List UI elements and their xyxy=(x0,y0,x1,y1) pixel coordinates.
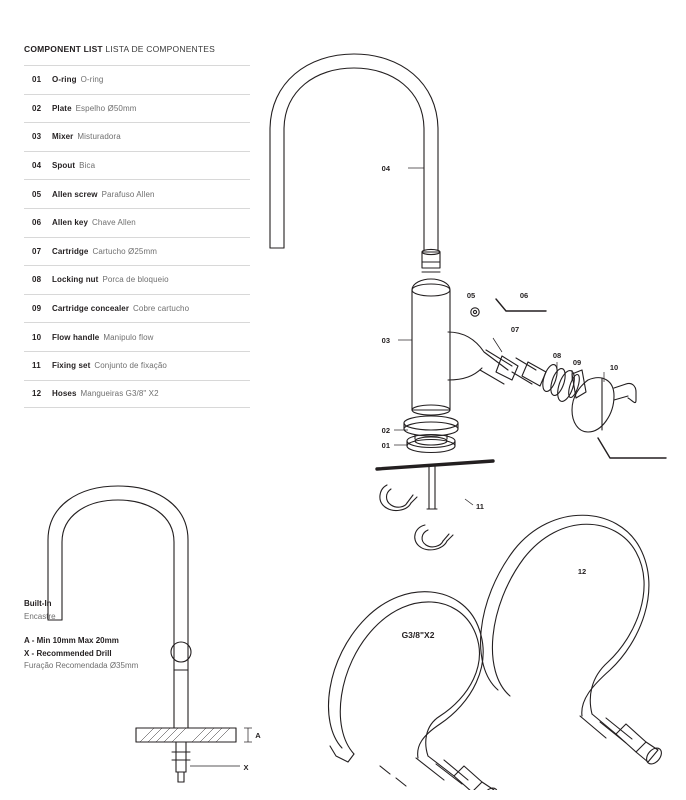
component-row xyxy=(24,122,250,151)
component-row xyxy=(24,94,250,123)
component-row xyxy=(24,351,250,380)
builtin-title-en: Built-In xyxy=(24,599,52,608)
callout-11: 11 xyxy=(476,502,484,511)
component-name-en: Plate xyxy=(52,103,72,113)
component-number: 08 xyxy=(32,275,42,285)
builtin-line-x-pt: Furação Recomendada Ø35mm xyxy=(24,661,139,670)
component-name-en: Cartridge xyxy=(52,246,89,256)
callout-03: 03 xyxy=(381,336,390,345)
component-row xyxy=(24,322,250,351)
component-name-en: Flow handle xyxy=(52,332,100,342)
component-row xyxy=(24,179,250,208)
builtin-line-x-en: X - Recommended Drill xyxy=(24,648,112,658)
component-number: 10 xyxy=(32,332,42,342)
component-name-en: Mixer xyxy=(52,132,74,142)
callout-05: 05 xyxy=(466,291,476,300)
component-name-pt: Porca de bloqueio xyxy=(102,275,169,285)
component-row xyxy=(24,65,250,94)
callout-02: 02 xyxy=(381,426,390,435)
exploded-faucet-drawing xyxy=(250,40,686,460)
component-name-pt: O-ring xyxy=(80,75,104,85)
dimension-a-label: A xyxy=(255,731,261,740)
component-name-en: Cartridge concealer xyxy=(52,304,130,314)
callout-04: 04 xyxy=(381,164,390,173)
component-row xyxy=(24,294,250,323)
component-row xyxy=(24,151,250,180)
component-number: 12 xyxy=(32,389,42,399)
component-number: 04 xyxy=(32,161,42,171)
component-number: 05 xyxy=(32,189,42,199)
builtin-title-pt: Encastre xyxy=(24,611,56,621)
component-list xyxy=(24,44,250,408)
component-name-pt: Conjunto de fixação xyxy=(94,361,167,371)
callout-08: 08 xyxy=(552,351,562,360)
component-name-en: Hoses xyxy=(52,389,77,399)
callout-10: 10 xyxy=(609,363,619,372)
callout-09: 09 xyxy=(572,358,582,367)
hose-size-label: G3/8"X2 xyxy=(401,630,435,640)
component-row xyxy=(24,380,250,409)
component-row xyxy=(24,237,250,266)
component-number: 06 xyxy=(32,218,42,228)
dimension-x-label: X xyxy=(243,763,249,772)
component-number: 11 xyxy=(32,361,41,371)
component-name-pt: Misturadora xyxy=(77,132,121,142)
component-name-en: Fixing set xyxy=(52,361,91,371)
callout-01: 01 xyxy=(381,441,390,450)
component-list-title xyxy=(24,44,250,54)
component-number: 09 xyxy=(32,304,42,314)
component-name-pt: Parafuso Allen xyxy=(101,189,155,199)
component-number: 02 xyxy=(32,103,42,113)
component-name-en: Allen key xyxy=(52,218,89,228)
component-name-pt: Chave Allen xyxy=(92,218,136,228)
builtin-line-a: A - Min 10mm Max 20mm xyxy=(24,636,119,645)
component-name-en: O-ring xyxy=(52,75,77,85)
hoses-drawing xyxy=(310,490,686,790)
callout-06: 06 xyxy=(519,291,529,300)
component-name-en: Locking nut xyxy=(52,275,99,285)
component-list-title-en: COMPONENT LIST xyxy=(24,44,103,54)
callout-12: 12 xyxy=(577,567,587,576)
component-name-pt: Cobre cartucho xyxy=(133,304,190,314)
component-name-en: Spout xyxy=(52,161,76,171)
component-name-en: Allen screw xyxy=(52,189,98,199)
component-name-pt: Mangueiras G3/8" X2 xyxy=(80,389,159,399)
builtin-faucet-drawing xyxy=(30,480,280,790)
component-number: 07 xyxy=(32,246,42,256)
callout-07: 07 xyxy=(510,325,520,334)
component-number: 03 xyxy=(32,132,42,142)
component-name-pt: Cartucho Ø25mm xyxy=(92,246,158,256)
component-row xyxy=(24,265,250,294)
component-name-pt: Manipulo flow xyxy=(103,332,154,342)
component-list-title-pt: LISTA DE COMPONENTES xyxy=(105,44,216,54)
component-name-pt: Bica xyxy=(79,161,96,171)
component-row xyxy=(24,208,250,237)
component-name-pt: Espelho Ø50mm xyxy=(75,103,137,113)
component-number: 01 xyxy=(32,75,42,85)
